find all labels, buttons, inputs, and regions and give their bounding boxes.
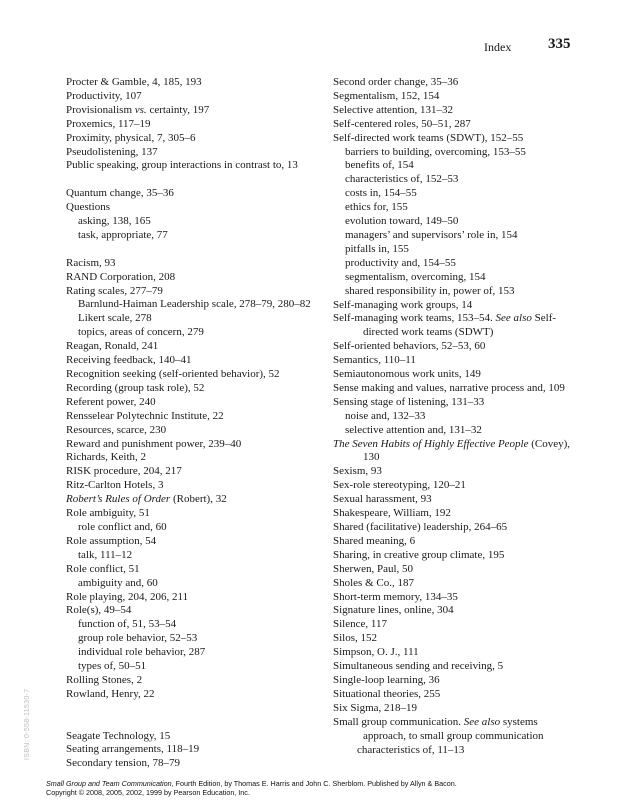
index-subentry: directed work teams (SDWT) [363,326,494,339]
index-entry: Sholes & Co., 187 [333,576,414,589]
index-entry [333,312,573,326]
entry-spacer [66,702,314,716]
index-entry: Role assumption, 54 [66,534,157,547]
entry-italic-text: The Seven Habits of Highly Effective People [333,437,529,450]
index-subentry: segmentalism, overcoming, 154 [345,270,486,283]
index-entry: Self-centered roles, 50–51, 287 [333,117,471,130]
index-entry: Simpson, O. J., 111 [333,646,419,659]
entry-text: (Covey), [528,437,571,450]
entry-text: Provisionalism [66,103,135,116]
index-entry: RISK procedure, 204, 217 [66,465,182,478]
entry-text: certainty, 197 [146,103,210,116]
index-subentry: characteristics of, 11–13 [357,743,465,756]
entry-text: Small group communication. [333,715,464,728]
index-entry: Ritz-Carlton Hotels, 3 [66,479,164,492]
index-entry: Productivity, 107 [66,89,142,102]
index-entry: Questions [66,201,110,214]
index-entry: Second order change, 35–36 [333,76,459,88]
isbn-side-note: ISBN: 0-558-11530-7 [24,688,31,760]
footer-publication-info: Fourth Edition, by Thomas E. Harris and John C. Sherblom. Published by Allyn & Bacon. [173,779,457,788]
index-entry: RAND Corporation, 208 [66,270,176,283]
entry-text: (Robert), 32 [170,493,227,506]
index-entry: Situational theories, 255 [333,687,441,700]
index-subentry: productivity and, 154–55 [345,256,456,269]
index-subentry: individual role behavior, 287 [78,646,206,659]
index-entry: Reward and punishment power, 239–40 [66,437,242,450]
entry-italic-text: See also [463,715,501,728]
index-entry: Receiving feedback, 140–41 [66,354,192,367]
index-subentry: role conflict and, 60 [78,520,167,533]
index-entry: Sense making and values, narrative process and, 109 [333,381,565,394]
index-subentry: pitfalls in, 155 [345,242,409,255]
index-entry: Sexual harassment, 93 [333,493,432,506]
index-entry: Short-term memory, 134–35 [333,590,458,603]
index-entry: Seating arrangements, 118–19 [66,743,200,756]
index-subentry: costs in, 154–55 [345,187,417,200]
entry-italic-text: Robert’s Rules of Order [66,493,171,506]
index-entry [66,493,314,507]
index-subentry: evolution toward, 149–50 [345,215,459,228]
index-entry: Role conflict, 51 [66,562,140,575]
index-subentry: noise and, 132–33 [345,409,426,422]
index-entry: Selective attention, 131–32 [333,103,454,116]
index-subentry: topics, areas of concern, 279 [78,326,204,339]
index-entry: Proxemics, 117–19 [66,117,151,130]
book-title: Small Group and Team Communication, [46,779,174,788]
index-entry: Self-managing work groups, 14 [333,298,473,311]
index-entry: Signature lines, online, 304 [333,604,454,617]
entry-spacer [66,173,314,187]
entry-spacer [66,243,314,257]
index-entry: Sexism, 93 [333,465,382,478]
index-entry: Rowland, Henry, 22 [66,687,155,700]
index-entry: Sex-role stereotyping, 120–21 [333,479,466,492]
index-entry: Rensselear Polytechnic Institute, 22 [66,409,224,422]
index-subentry: ambiguity and, 60 [78,576,158,589]
index-entry: Reagan, Ronald, 241 [66,340,159,353]
index-entry: Six Sigma, 218–19 [333,701,418,714]
index-entry: Public speaking, group interactions in contrast to, 13 [66,159,298,172]
index-entry [333,716,573,730]
footer-line-2: Copyright © 2008, 2005, 2002, 1999 by Pearson Education, Inc. [46,787,250,797]
index-subentry: 130 [363,451,380,464]
index-entry: Segmentalism, 152, 154 [333,89,440,102]
index-entry: Shared (facilitative) leadership, 264–65 [333,521,508,533]
index-entry: Procter & Gamble, 4, 185, 193 [66,76,202,88]
index-entry: Semantics, 110–11 [333,354,416,367]
index-entry: Shared meaning, 6 [333,534,416,547]
index-entry: Resources, scarce, 230 [66,423,167,436]
section-label: Index [484,40,512,54]
index-entry: Role playing, 204, 206, 211 [66,590,189,603]
entry-text: Self- [531,312,557,325]
index-entry: Proximity, physical, 7, 305–6 [66,131,196,144]
index-subentry: characteristics of, 152–53 [345,173,459,186]
entry-text: systems [500,715,538,728]
index-entry: Simultaneous sending and receiving, 5 [333,660,504,673]
entry-italic-text: vs. [134,103,147,116]
index-entry: Silence, 117 [333,618,387,631]
index-entry: Referent power, 240 [66,395,156,408]
index-subentry: ethics for, 155 [345,201,408,214]
index-entry: Quantum change, 35–36 [66,187,174,200]
index-subentry: Barnlund-Haiman Leadership scale, 278–79, 280–82 [78,298,311,311]
index-subentry: Likert scale, 278 [78,312,152,325]
index-subentry: shared responsibility in, power of, 153 [345,284,515,297]
index-entry: Role(s), 49–54 [66,604,132,617]
index-subentry: managers’ and supervisors’ role in, 154 [345,228,518,241]
entry-italic-text: See also [495,312,532,325]
index-entry: Recording (group task role), 52 [66,381,205,394]
index-entry: Recognition seeking (self-oriented behavior), 52 [66,368,280,380]
index-entry: Sharing, in creative group climate, 195 [333,548,505,561]
index-subentry: barriers to building, overcoming, 153–55 [345,145,526,158]
index-entry [333,438,573,452]
index-entry: Role ambiguity, 51 [66,507,150,520]
running-header [0,36,617,58]
index-subentry: talk, 111–12 [78,548,133,561]
index-entry: Semiautonomous work units, 149 [333,368,481,381]
index-column-right [333,76,573,757]
copyright-footer [46,780,586,797]
index-entry: Pseudolistening, 137 [66,145,158,158]
index-subentry: benefits of, 154 [345,159,414,172]
index-entry: Rating scales, 277–79 [66,284,163,297]
page-number: 335 [548,36,571,52]
index-entry: Silos, 152 [333,632,378,645]
index-entry: Rolling Stones, 2 [66,673,143,686]
index-entry: Seagate Technology, 15 [66,729,171,742]
index-subentry: asking, 138, 165 [78,215,151,228]
index-entry: Single-loop learning, 36 [333,673,440,686]
index-subentry: selective attention and, 131–32 [345,423,482,436]
index-subentry: group role behavior, 52–53 [78,632,198,645]
index-entry: Shakespeare, William, 192 [333,507,451,520]
index-subentry: function of, 51, 53–54 [78,618,177,631]
index-subentry: approach, to small group communication [363,729,544,742]
entry-spacer [66,716,314,730]
index-entry [66,104,314,118]
index-entry: Racism, 93 [66,256,116,269]
index-subentry: types of, 50–51 [78,660,147,673]
index-entry: Self-directed work teams (SDWT), 152–55 [333,131,524,144]
index-entry: Sherwen, Paul, 50 [333,562,414,575]
index-entry: Secondary tension, 78–79 [66,757,180,770]
index-entry: Self-oriented behaviors, 52–53, 60 [333,340,486,353]
index-entry: Richards, Keith, 2 [66,451,147,464]
entry-text: Self-managing work teams, 153–54. [333,312,496,325]
index-entry: Sensing stage of listening, 131–33 [333,395,485,408]
index-subentry: task, appropriate, 77 [78,228,168,241]
index-column-left [66,76,314,771]
